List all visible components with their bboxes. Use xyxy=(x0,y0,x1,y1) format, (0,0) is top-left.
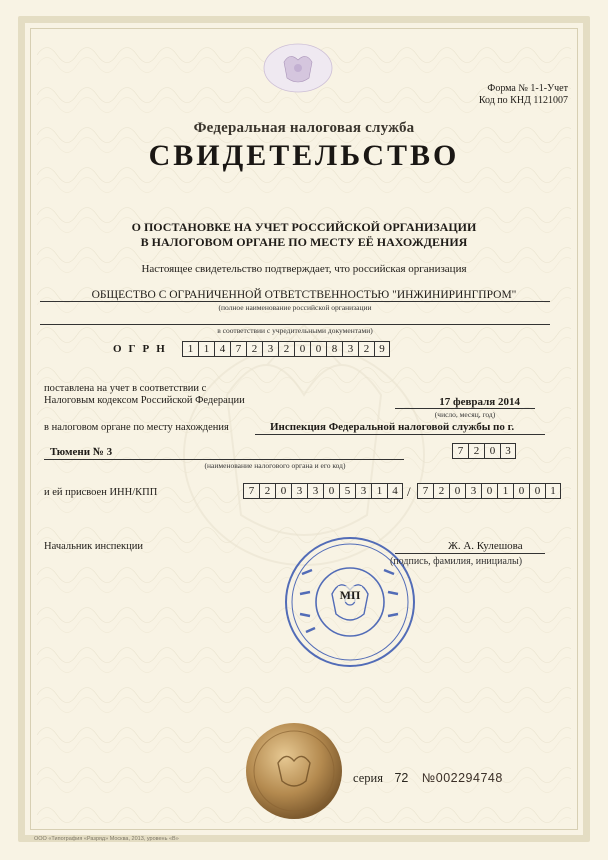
kpp-digit-cell: 3 xyxy=(465,483,481,499)
kpp-digit-cells xyxy=(417,483,561,499)
emblem-icon xyxy=(262,42,334,94)
kpp-digit-cell: 0 xyxy=(449,483,465,499)
organization-name: ОБЩЕСТВО С ОГРАНИЧЕННОЙ ОТВЕТСТВЕННОСТЬЮ "ИНЖИНИРИНГПРОМ" xyxy=(91,289,517,301)
form-number-block xyxy=(430,83,568,107)
ogrn-digit-cell: 8 xyxy=(326,341,342,357)
signature-caption: (подпись, фамилия, инициалы) xyxy=(390,556,523,567)
authority-underline-2 xyxy=(44,459,404,460)
subtitle-line-1: О ПОСТАНОВКЕ НА УЧЕТ РОССИЙСКОЙ ОРГАНИЗАЦИИ xyxy=(131,220,477,234)
series-label: серия xyxy=(353,771,383,785)
ogrn-digit-cell: 7 xyxy=(230,341,246,357)
document-title: СВИДЕТЕЛЬСТВО xyxy=(148,139,460,172)
authority-code-cells xyxy=(452,443,516,459)
ogrn-digit-cell: 9 xyxy=(374,341,390,357)
kpp-digit-cell: 0 xyxy=(529,483,545,499)
signatory-name: Ж. А. Кулешова xyxy=(448,540,523,552)
kpp-digit-cell: 0 xyxy=(481,483,497,499)
official-stamp-icon xyxy=(282,534,418,670)
registration-line-2: Налоговым кодексом Российской Федерации xyxy=(44,395,245,406)
inn-digit-cell: 0 xyxy=(275,483,291,499)
inn-kpp-label: и ей присвоен ИНН/КПП xyxy=(44,487,158,498)
authority-underline-1 xyxy=(255,434,545,435)
knd-code: Код по КНД 1121007 xyxy=(478,95,568,106)
kpp-digit-cell: 0 xyxy=(513,483,529,499)
document-subtitle xyxy=(0,220,608,250)
agency-name: Федеральная налоговая служба xyxy=(193,120,415,136)
subtitle-line-2: В НАЛОГОВОМ ОРГАНЕ ПО МЕСТУ ЕЁ НАХОЖДЕНИЯ xyxy=(140,235,468,249)
org-name-caption: (полное наименование российской организации xyxy=(218,303,372,312)
inn-kpp-separator: / xyxy=(407,484,411,499)
authority-code-cell: 0 xyxy=(484,443,500,459)
stamp-mark: МП xyxy=(339,588,361,602)
ogrn-digit-cell: 2 xyxy=(246,341,262,357)
gold-seal-icon xyxy=(244,721,344,821)
inn-digit-cell: 3 xyxy=(291,483,307,499)
ogrn-digit-cells xyxy=(182,341,390,357)
registration-basis xyxy=(44,383,245,407)
ogrn-label: ОГРН xyxy=(113,343,172,355)
inn-digit-cell: 3 xyxy=(307,483,323,499)
authority-name-line-2: Тюмени № 3 xyxy=(50,446,113,458)
docs-caption: в соответствии с учредительными документами) xyxy=(217,326,373,335)
authority-name-line-1: Инспекция Федеральной налоговой службы по г. xyxy=(270,421,515,433)
inn-digit-cell: 1 xyxy=(371,483,387,499)
ogrn-digit-cell: 2 xyxy=(278,341,294,357)
ogrn-digit-cell: 3 xyxy=(342,341,358,357)
ogrn-digit-cell: 1 xyxy=(198,341,214,357)
series-code: 72 xyxy=(394,771,409,785)
registration-line-1: поставлена на учет в соответствии с xyxy=(44,383,207,394)
ogrn-digit-cell: 0 xyxy=(294,341,310,357)
inn-digit-cell: 5 xyxy=(339,483,355,499)
signature-underline xyxy=(395,553,545,554)
authority-code-cell: 7 xyxy=(452,443,468,459)
ogrn-digit-cell: 0 xyxy=(310,341,326,357)
ogrn-digit-cell: 4 xyxy=(214,341,230,357)
kpp-digit-cell: 1 xyxy=(545,483,561,499)
authority-label: в налоговом органе по месту нахождения xyxy=(44,422,229,433)
registration-date: 17 февраля 2014 xyxy=(439,396,520,408)
form-number: Форма № 1-1-Учет xyxy=(487,83,568,94)
ogrn-digit-cell: 2 xyxy=(358,341,374,357)
authority-code-cell: 2 xyxy=(468,443,484,459)
inn-digit-cell: 0 xyxy=(323,483,339,499)
authority-caption: (наименование налогового органа и его код) xyxy=(204,461,346,470)
kpp-digit-cell: 1 xyxy=(497,483,513,499)
inn-digit-cell: 2 xyxy=(259,483,275,499)
series-number: №002294748 xyxy=(421,771,503,785)
kpp-digit-cell: 2 xyxy=(433,483,449,499)
kpp-digit-cell: 7 xyxy=(417,483,433,499)
printer-note: ООО «Типография «Разряд» Москва, 2013, уровень «В» xyxy=(34,836,179,842)
series-block xyxy=(353,771,503,786)
ogrn-digit-cell: 1 xyxy=(182,341,198,357)
inn-digit-cell: 7 xyxy=(243,483,259,499)
org-name-underline xyxy=(40,301,550,302)
confirm-text: Настоящее свидетельство подтверждает, что российская организация xyxy=(141,263,467,275)
inn-digit-cells xyxy=(243,483,403,499)
docs-underline xyxy=(40,324,550,325)
ogrn-digit-cell: 3 xyxy=(262,341,278,357)
date-caption: (число, месяц, год) xyxy=(434,410,496,419)
authority-code-cell: 3 xyxy=(500,443,516,459)
inn-digit-cell: 4 xyxy=(387,483,403,499)
date-underline xyxy=(395,408,535,409)
inn-digit-cell: 3 xyxy=(355,483,371,499)
signatory-position: Начальник инспекции xyxy=(44,541,143,552)
